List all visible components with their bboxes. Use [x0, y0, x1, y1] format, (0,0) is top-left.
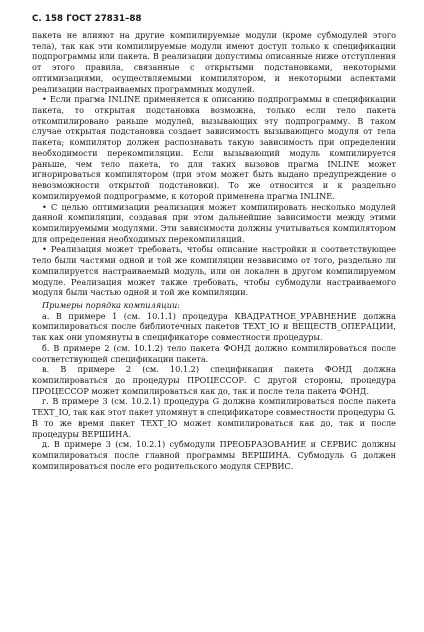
paragraph-optimization: • С целью оптимизации реализация может компилировать несколько модулей данной компиляции, создавая при этом дальнейшие зависимости между этими компилируемыми модулями. Эти зависимости должны учитываться компилятором для определения необходимых перекомпиляций.: [32, 201, 396, 244]
example-c: в. В примере 2 (см. 10.1.2) спецификация пакета ФОНД должна компилироваться до процедуры ПРОЦЕССОР. С другой стороны, процедура ПРОЦЕССОР может компилироваться как до, так и после тела пакета ФОНД.: [32, 364, 396, 396]
example-e: д. В примере 3 (см. 10.2.1) субмодули ПРЕОБРАЗОВАНИЕ и СЕРВИС должны компилироваться после главной программы ВЕРШИНА. Субмодуль G должен компилироваться после его родительского модуля СЕРВИС.: [32, 439, 396, 471]
paragraph-inline: • Если прагма INLINE применяется к описанию подпрограммы в спецификации пакета, то открытая подстановка возможна, только если тело пакета откомпилировано раньше модулей, вызывающих эту подпрограмму. В таком случае открытая подстановка создает зависимость вызывающего модуля от тела пакета; компилятор должен распознавать такую зависимость при определении необходимости перекомпиляции. Если вызывающий модуль компилируется раньше, чем тело пакета, то для таких вызовов прагма INLINE может игнорироваться компилятором (при этом может быть выдано предупреждение о невозможности открытой подстановки). То же относится и к раздельно компилируемой подпрограмме, к которой применена прагма INLINE.: [32, 94, 396, 201]
paragraph-generic: • Реализация может требовать, чтобы описание настройки и соответствующее тело были частями одной и той же компиляции независимо от того, раздельно ли компилируется настраиваемый модуль, или он локален в другом компилируемом модуле. Реализация может также требовать, чтобы субмодули настраиваемого модуля были частью одной и той же компиляции.: [32, 244, 396, 298]
examples-heading: Примеры порядка компиляции:: [42, 299, 180, 310]
example-d: г. В примере 3 (см. 10.2.1) процедура G должна компилироваться после пакета TEXT_IO, так как этот пакет упомянут в спецификаторе совместности процедуры G. В то же время пакет TEXT_IO может компилироваться как до, так и после процедуры ВЕРШИНА.: [32, 396, 396, 439]
document-body: [32, 30, 396, 471]
paragraph-intro: пакета не влияют на другие компилируемые модули (кроме субмодулей этого тела), так как эти компилируемые модули имеют доступ только к спецификации подпрограммы или пакета. В реализации допустимы описанные ниже отступления от этого правила, связанные с открытыми подстановками, некоторыми оптимизациями, осуществляемыми компилятором, и некоторыми аспектами реализации настраиваемых программных модулей.: [32, 30, 396, 94]
page-header: С. 158 ГОСТ 27831–88: [32, 14, 142, 24]
example-b: б. В примере 2 (см. 10.1.2) тело пакета ФОНД должно компилироваться после соответствующей спецификации пакета.: [32, 342, 396, 364]
example-a: а. В примере 1 (см. 10.1.1) процедура КВАДРАТНОЕ_УРАВНЕНИЕ должна компилироваться после библиотечных пакетов TEXT_IO и ВЕЩЕСТВ_ОПЕРАЦИИ, так как они упомянуты в спецификаторе совместности процедуры.: [32, 310, 396, 343]
